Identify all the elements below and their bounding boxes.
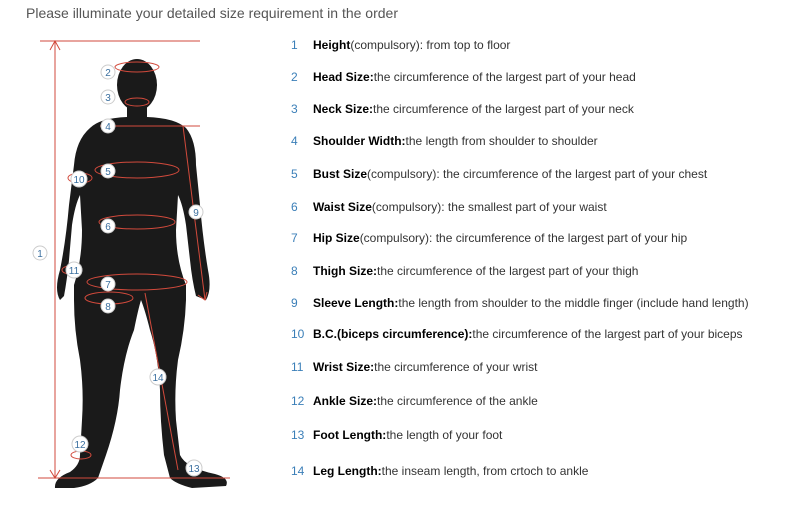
svg-text:12: 12 bbox=[74, 440, 86, 451]
item-number: 3 bbox=[291, 102, 298, 116]
item-term: B.C.(biceps circumference): bbox=[313, 327, 473, 341]
item-description: the length of your foot bbox=[386, 428, 503, 442]
svg-text:7: 7 bbox=[105, 280, 111, 291]
item-term: Head Size: bbox=[313, 70, 374, 84]
svg-text:10: 10 bbox=[73, 175, 85, 186]
item-description: the length from shoulder to shoulder bbox=[405, 134, 598, 148]
item-description: the circumference of the largest part of your thigh bbox=[377, 264, 639, 278]
item-qualifier: (compulsory) bbox=[350, 38, 420, 52]
item-number: 7 bbox=[291, 231, 298, 245]
item-description: the inseam length, from crtoch to ankle bbox=[381, 464, 589, 478]
list-item-waist-size bbox=[291, 197, 607, 217]
item-description: the circumference of the largest part of your neck bbox=[373, 102, 634, 116]
item-term: Sleeve Length: bbox=[313, 296, 399, 310]
svg-text:11: 11 bbox=[68, 266, 80, 277]
item-description: : the circumference of the largest part of your chest bbox=[436, 167, 708, 181]
list-item-shoulder-width bbox=[291, 131, 598, 151]
item-description: the circumference of the largest part of your biceps bbox=[472, 327, 743, 341]
item-term: Shoulder Width: bbox=[313, 134, 406, 148]
svg-text:9: 9 bbox=[193, 208, 199, 219]
item-term: Waist Size bbox=[313, 200, 372, 214]
item-number: 11 bbox=[291, 360, 304, 374]
item-number: 12 bbox=[291, 394, 305, 408]
item-term: Height bbox=[313, 38, 351, 52]
item-number: 13 bbox=[291, 428, 305, 442]
svg-text:5: 5 bbox=[105, 167, 111, 178]
svg-text:3: 3 bbox=[105, 93, 111, 104]
item-term: Thigh Size: bbox=[313, 264, 377, 278]
item-number: 14 bbox=[291, 464, 305, 478]
item-qualifier: (compulsory) bbox=[367, 167, 437, 181]
list-item-ankle-size bbox=[291, 391, 538, 411]
item-description: : the smallest part of your waist bbox=[441, 200, 607, 214]
page-title: Please illuminate your detailed size requirement in the order bbox=[26, 5, 398, 21]
item-description: : the circumference of the largest part of your hip bbox=[429, 231, 688, 245]
list-item-wrist-size bbox=[291, 357, 538, 377]
list-item-leg-length bbox=[291, 461, 588, 481]
list-item-neck-size bbox=[291, 99, 634, 119]
svg-text:6: 6 bbox=[105, 222, 111, 233]
item-number: 4 bbox=[291, 134, 298, 148]
item-description: the circumference of the largest part of your head bbox=[373, 70, 636, 84]
list-item-thigh-size bbox=[291, 261, 638, 281]
item-number: 10 bbox=[291, 327, 305, 341]
svg-text:2: 2 bbox=[105, 68, 111, 79]
item-description: : from top to floor bbox=[419, 38, 511, 52]
item-term: Wrist Size: bbox=[313, 360, 375, 374]
svg-text:1: 1 bbox=[37, 249, 43, 260]
list-item-height bbox=[291, 35, 510, 55]
svg-text:13: 13 bbox=[188, 464, 200, 475]
item-number: 8 bbox=[291, 264, 298, 278]
item-term: Bust Size bbox=[313, 167, 368, 181]
svg-text:4: 4 bbox=[105, 122, 111, 133]
item-description: the circumference of your wrist bbox=[374, 360, 538, 374]
item-description: the circumference of the ankle bbox=[377, 394, 538, 408]
list-item-head-size bbox=[291, 67, 636, 87]
item-qualifier: (compulsory) bbox=[359, 231, 430, 245]
item-term: Leg Length: bbox=[313, 464, 382, 478]
item-number: 1 bbox=[291, 38, 298, 52]
item-term: Hip Size bbox=[313, 231, 360, 245]
item-description: the length from shoulder to the middle finger (include hand length) bbox=[398, 296, 749, 310]
item-number: 6 bbox=[291, 200, 298, 214]
item-number: 9 bbox=[291, 296, 298, 310]
list-item-hip-size bbox=[291, 228, 687, 248]
item-number: 2 bbox=[291, 70, 298, 84]
item-term: Neck Size: bbox=[313, 102, 374, 116]
list-item-sleeve-length bbox=[291, 293, 749, 313]
svg-text:14: 14 bbox=[152, 373, 164, 384]
item-term: Ankle Size: bbox=[313, 394, 378, 408]
list-item-bust-size bbox=[291, 164, 707, 184]
list-item-biceps-circumference bbox=[291, 324, 743, 344]
list-item-foot-length bbox=[291, 425, 502, 445]
svg-text:8: 8 bbox=[105, 302, 111, 313]
item-qualifier: (compulsory) bbox=[371, 200, 442, 214]
item-term: Foot Length: bbox=[313, 428, 387, 442]
item-number: 5 bbox=[291, 167, 298, 181]
